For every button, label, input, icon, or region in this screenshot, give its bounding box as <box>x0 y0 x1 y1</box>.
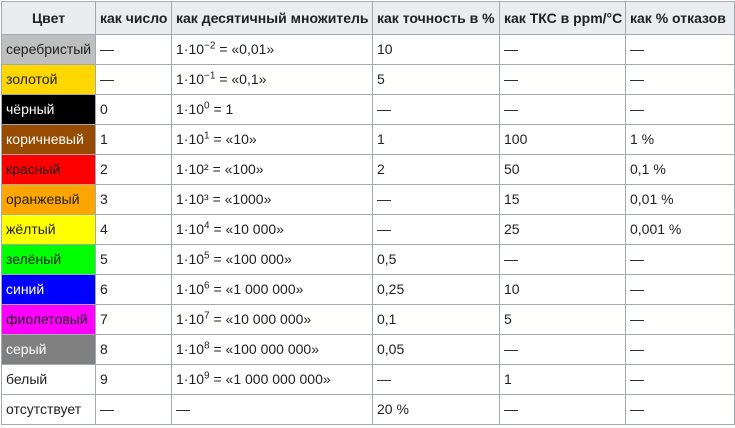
tolerance-cell: 0,05 <box>373 335 500 365</box>
failure-cell: — <box>626 245 735 275</box>
header-row <box>2 2 735 35</box>
failure-cell: — <box>626 65 735 95</box>
number-cell: 6 <box>96 275 172 305</box>
tkc-cell: 1 <box>500 365 626 395</box>
multiplier-exponent: −2 <box>204 40 216 52</box>
multiplier-value: = 1 <box>209 101 234 117</box>
multiplier-cell <box>172 95 373 125</box>
table-row <box>2 35 735 65</box>
tkc-cell: — <box>500 245 626 275</box>
tolerance-cell: 2 <box>373 155 500 185</box>
tolerance-cell: — <box>373 215 500 245</box>
color-name-cell: красный <box>2 155 96 185</box>
multiplier-exponent: 9 <box>204 370 210 382</box>
tkc-cell: 15 <box>500 185 626 215</box>
multiplier-base: 1·10 <box>176 251 205 267</box>
tkc-cell: — <box>500 95 626 125</box>
color-name-cell: золотой <box>2 65 96 95</box>
resistor-color-code-table <box>1 1 735 425</box>
tkc-cell: — <box>500 335 626 365</box>
table-row <box>2 365 735 395</box>
color-name-cell: синий <box>2 275 96 305</box>
tolerance-cell: 0,5 <box>373 245 500 275</box>
multiplier-base: 1·10 <box>176 311 205 327</box>
tkc-cell: — <box>500 65 626 95</box>
table-row <box>2 125 735 155</box>
table-row <box>2 395 735 425</box>
number-cell: 7 <box>96 305 172 335</box>
color-name-cell: оранжевый <box>2 185 96 215</box>
multiplier-value: = «0,01» <box>215 41 275 57</box>
table-row <box>2 155 735 185</box>
tkc-cell: 5 <box>500 305 626 335</box>
multiplier-value: = «10 000 000» <box>209 311 312 327</box>
multiplier-cell <box>172 335 373 365</box>
multiplier-exponent: 1 <box>204 130 210 142</box>
failure-cell: — <box>626 365 735 395</box>
multiplier-base: 1·10 <box>176 341 205 357</box>
failure-cell: — <box>626 35 735 65</box>
table-row <box>2 95 735 125</box>
multiplier-exponent: 0 <box>204 100 210 112</box>
multiplier-base: 1·10 <box>176 191 205 207</box>
color-name-cell: белый <box>2 365 96 395</box>
number-cell: 0 <box>96 95 172 125</box>
table-row <box>2 335 735 365</box>
failure-cell: 0,001 % <box>626 215 735 245</box>
number-cell: 1 <box>96 125 172 155</box>
multiplier-exponent: 7 <box>204 310 210 322</box>
header-tolerance: как точность в % <box>373 2 500 35</box>
tolerance-cell: — <box>373 185 500 215</box>
tolerance-cell: — <box>373 95 500 125</box>
multiplier-cell <box>172 245 373 275</box>
tkc-cell: — <box>500 395 626 425</box>
multiplier-base: 1·10 <box>176 281 205 297</box>
color-name-cell: жёлтый <box>2 215 96 245</box>
multiplier-value: = «100 000 000» <box>209 341 319 357</box>
multiplier-value: ³ = «1000» <box>204 191 272 207</box>
failure-cell: — <box>626 395 735 425</box>
multiplier-cell <box>172 395 373 425</box>
multiplier-base: 1·10 <box>176 41 205 57</box>
multiplier-cell <box>172 305 373 335</box>
tkc-cell: 10 <box>500 275 626 305</box>
number-cell: 3 <box>96 185 172 215</box>
multiplier-base: 1·10 <box>176 221 205 237</box>
tolerance-cell: 0,25 <box>373 275 500 305</box>
tolerance-cell: — <box>373 365 500 395</box>
multiplier-value: = «10 000» <box>209 221 284 237</box>
multiplier-value: ² = «100» <box>204 161 264 177</box>
tkc-cell: 25 <box>500 215 626 245</box>
tolerance-cell: 1 <box>373 125 500 155</box>
multiplier-exponent: 5 <box>204 250 210 262</box>
header-multiplier: как десятичный множитель <box>172 2 373 35</box>
failure-cell: 1 % <box>626 125 735 155</box>
tkc-cell: — <box>500 35 626 65</box>
table-row <box>2 215 735 245</box>
multiplier-cell <box>172 125 373 155</box>
multiplier-cell <box>172 185 373 215</box>
number-cell: 2 <box>96 155 172 185</box>
failure-cell: — <box>626 335 735 365</box>
multiplier-base: 1·10 <box>176 101 205 117</box>
table-row <box>2 185 735 215</box>
multiplier-value: = «1 000 000» <box>209 281 304 297</box>
failure-cell: 0,1 % <box>626 155 735 185</box>
multiplier-base: 1·10 <box>176 71 205 87</box>
multiplier-exponent: 8 <box>204 340 210 352</box>
number-cell: 9 <box>96 365 172 395</box>
color-name-cell: зелёный <box>2 245 96 275</box>
multiplier-cell <box>172 155 373 185</box>
header-failure: как % отказов <box>626 2 735 35</box>
number-cell: 8 <box>96 335 172 365</box>
multiplier-exponent: 6 <box>204 280 210 292</box>
tolerance-cell: 0,1 <box>373 305 500 335</box>
color-name-cell: коричневый <box>2 125 96 155</box>
multiplier-value: = «0,1» <box>215 71 267 87</box>
multiplier-exponent: −1 <box>204 70 216 82</box>
header-color: Цвет <box>2 2 96 35</box>
failure-cell: — <box>626 275 735 305</box>
failure-cell: 0,01 % <box>626 185 735 215</box>
header-number: как число <box>96 2 172 35</box>
tkc-cell: 100 <box>500 125 626 155</box>
number-cell: — <box>96 35 172 65</box>
failure-cell: — <box>626 95 735 125</box>
color-name-cell: отсутствует <box>2 395 96 425</box>
tolerance-cell: 10 <box>373 35 500 65</box>
color-name-cell: чёрный <box>2 95 96 125</box>
color-name-cell: серебристый <box>2 35 96 65</box>
multiplier-base: 1·10 <box>176 371 205 387</box>
multiplier-base: 1·10 <box>176 131 205 147</box>
tkc-cell: 50 <box>500 155 626 185</box>
tolerance-cell: 20 % <box>373 395 500 425</box>
failure-cell: — <box>626 305 735 335</box>
color-name-cell: фиолетовый <box>2 305 96 335</box>
tolerance-cell: 5 <box>373 65 500 95</box>
number-cell: 5 <box>96 245 172 275</box>
multiplier-cell <box>172 65 373 95</box>
multiplier-value: = «1 000 000 000» <box>209 371 331 387</box>
multiplier-base: — <box>176 401 190 417</box>
multiplier-value: = «10» <box>209 131 257 147</box>
table-row <box>2 65 735 95</box>
multiplier-cell <box>172 35 373 65</box>
color-name-cell: серый <box>2 335 96 365</box>
number-cell: — <box>96 395 172 425</box>
multiplier-cell <box>172 365 373 395</box>
table-row <box>2 245 735 275</box>
header-tkc: как ТКС в ppm/°C <box>500 2 626 35</box>
number-cell: — <box>96 65 172 95</box>
table-row <box>2 275 735 305</box>
table-row <box>2 305 735 335</box>
number-cell: 4 <box>96 215 172 245</box>
multiplier-exponent: 4 <box>204 220 210 232</box>
multiplier-cell <box>172 215 373 245</box>
multiplier-value: = «100 000» <box>209 251 292 267</box>
multiplier-base: 1·10 <box>176 161 205 177</box>
multiplier-cell <box>172 275 373 305</box>
